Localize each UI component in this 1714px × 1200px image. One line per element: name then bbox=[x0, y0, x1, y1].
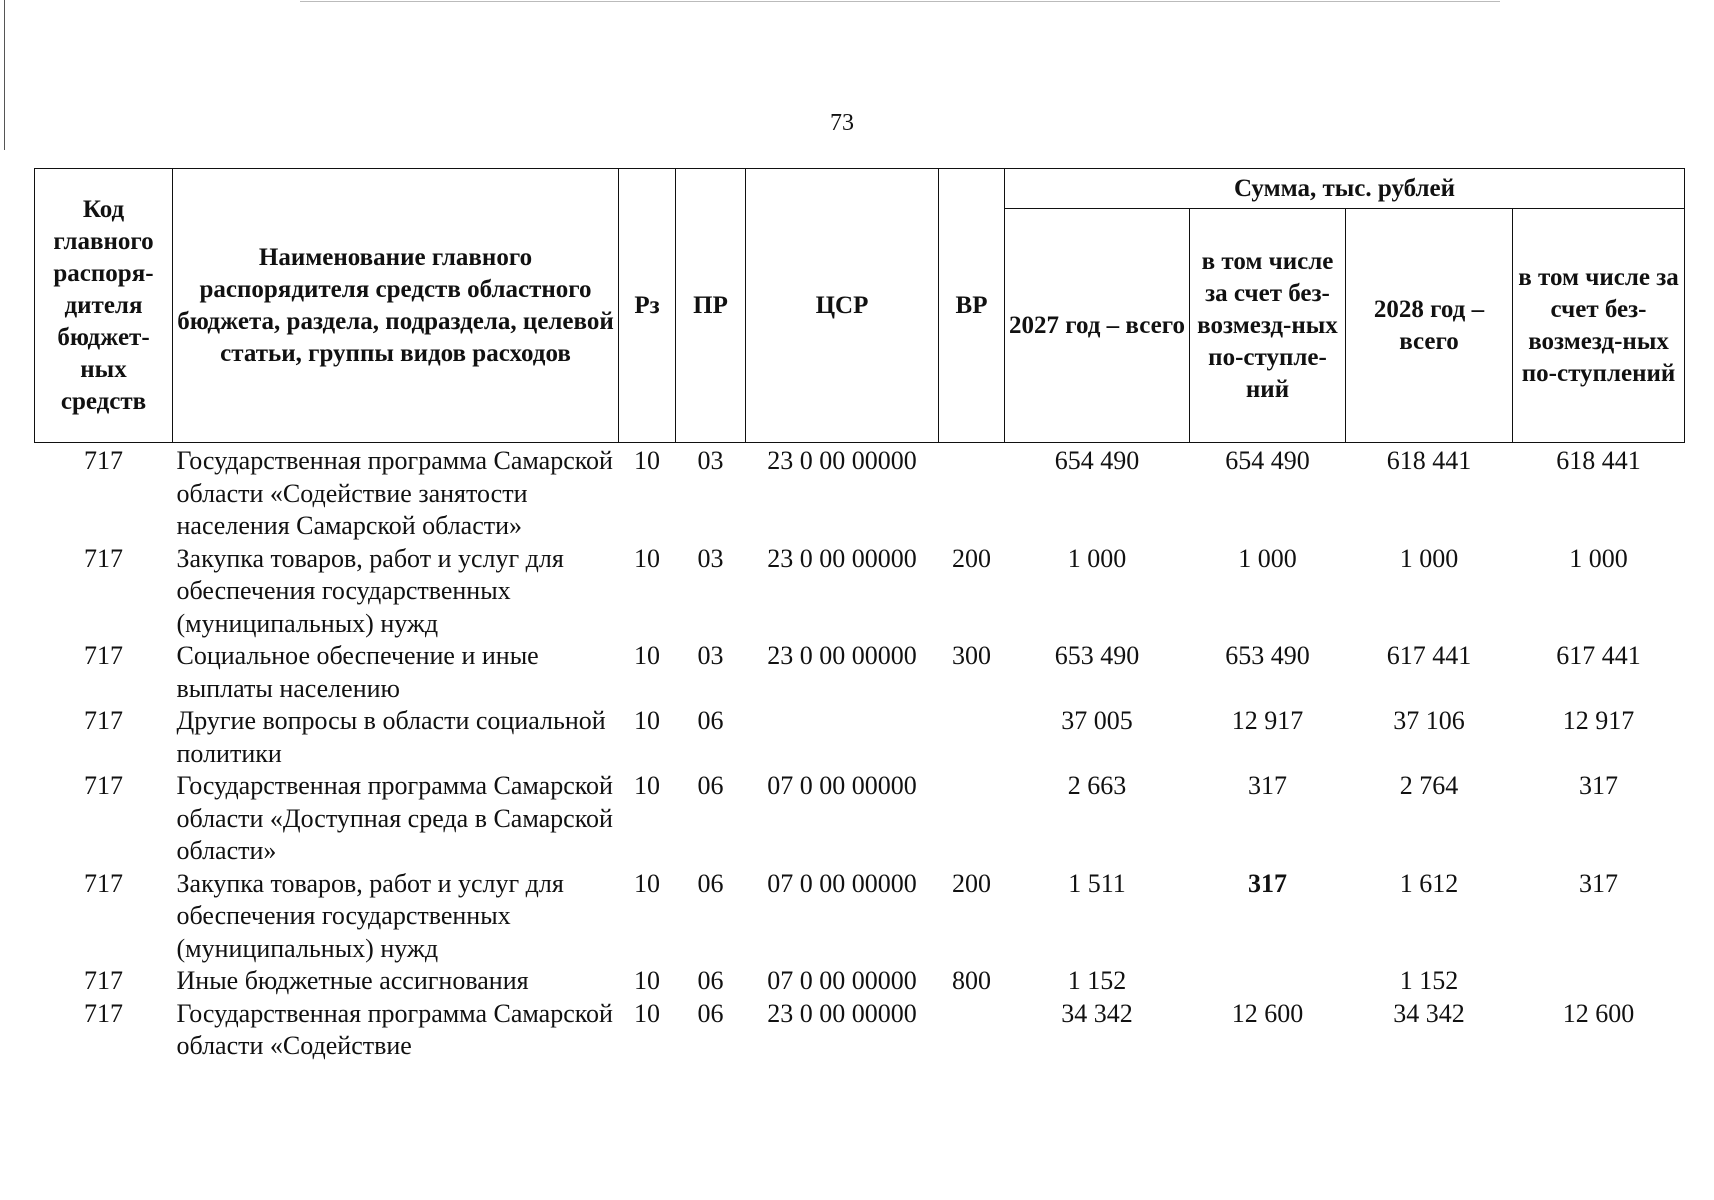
cell-csr: 23 0 00 00000 bbox=[767, 446, 917, 475]
cell-vr bbox=[939, 998, 1005, 1063]
table-row bbox=[35, 998, 1685, 1063]
cell-2028-total: 2 764 bbox=[1399, 771, 1459, 800]
header-2028-total: 2028 год – всего bbox=[1346, 209, 1513, 443]
cell-2028-free: 618 441 bbox=[1556, 446, 1641, 475]
budget-table bbox=[34, 168, 1685, 1063]
cell-vr: 300 bbox=[952, 641, 991, 670]
cell-csr: 23 0 00 00000 bbox=[767, 641, 917, 670]
cell-2027-total: 37 005 bbox=[1061, 706, 1133, 735]
cell-code: 717 bbox=[84, 641, 123, 670]
cell-vr bbox=[939, 770, 1005, 868]
cell-rz: 10 bbox=[634, 771, 660, 800]
cell-2028-total: 34 342 bbox=[1393, 998, 1465, 1028]
cell-vr: 200 bbox=[952, 543, 991, 573]
header-2028-free: в том числе за счет без-возмезд-ных по-ступлений bbox=[1513, 209, 1685, 443]
cell-2027-free: 653 490 bbox=[1225, 641, 1310, 670]
cell-2028-total: 617 441 bbox=[1386, 641, 1472, 670]
cell-2028-total: 37 106 bbox=[1393, 706, 1465, 735]
cell-csr: 23 0 00 00000 bbox=[767, 998, 917, 1028]
table-row bbox=[35, 543, 1685, 641]
cell-2027-free bbox=[1190, 965, 1346, 998]
cell-2027-free: 317 bbox=[1248, 771, 1287, 800]
cell-vr: 200 bbox=[952, 868, 991, 898]
cell-name: Иные бюджетные ассигнования bbox=[176, 966, 529, 995]
table-row bbox=[35, 965, 1685, 998]
cell-name: Закупка товаров, работ и услуг для обеспечения государственных (муниципальных) нужд bbox=[176, 868, 564, 963]
cell-2028-total: 618 441 bbox=[1386, 446, 1472, 475]
cell-2027-total: 1 511 bbox=[1068, 868, 1126, 898]
cell-2027-free: 317 bbox=[1248, 868, 1287, 898]
cell-pr: 03 bbox=[697, 446, 724, 475]
cell-pr: 03 bbox=[697, 543, 724, 573]
cell-rz: 10 bbox=[634, 998, 660, 1028]
header-rz: Рз bbox=[619, 169, 676, 443]
cell-csr: 07 0 00 00000 bbox=[767, 771, 917, 800]
cell-rz: 10 bbox=[634, 868, 660, 898]
cell-name: Закупка товаров, работ и услуг для обеспечения государственных (муниципальных) нужд bbox=[176, 543, 564, 638]
cell-pr: 03 bbox=[697, 641, 724, 670]
cell-name: Государственная программа Самарской области «Доступная среда в Самарской области» bbox=[176, 771, 613, 865]
cell-csr: 07 0 00 00000 bbox=[767, 966, 917, 995]
cell-code: 717 bbox=[84, 868, 123, 898]
cell-rz: 10 bbox=[634, 966, 660, 995]
header-2027-free: в том числе за счет без-возмезд-ных по-ступле-ний bbox=[1190, 209, 1346, 443]
cell-2027-total: 2 663 bbox=[1067, 771, 1127, 800]
cell-csr: 23 0 00 00000 bbox=[767, 543, 917, 573]
header-sum: Сумма, тыс. рублей bbox=[1005, 169, 1685, 209]
table-body bbox=[35, 443, 1685, 1063]
cell-2027-total: 1 152 bbox=[1067, 966, 1127, 995]
table-row bbox=[35, 705, 1685, 770]
cell-pr: 06 bbox=[697, 771, 724, 800]
cell-code: 717 bbox=[84, 998, 123, 1028]
cell-rz: 10 bbox=[634, 446, 660, 475]
cell-2027-total: 653 490 bbox=[1054, 641, 1140, 670]
cell-rz: 10 bbox=[634, 641, 660, 670]
cell-2028-free: 317 bbox=[1579, 868, 1619, 898]
cell-vr bbox=[939, 443, 1005, 543]
cell-code: 717 bbox=[84, 706, 123, 735]
cell-vr bbox=[939, 705, 1005, 770]
cell-code: 717 bbox=[84, 446, 123, 475]
header-name: Наименование главного распорядителя средств областного бюджета, раздела, подраздела, целевой статьи, группы видов расходов bbox=[173, 169, 619, 443]
cell-name: Другие вопросы в области социальной политики bbox=[176, 706, 606, 768]
cell-2028-free: 617 441 bbox=[1556, 641, 1641, 670]
cell-pr: 06 bbox=[697, 868, 724, 898]
cell-2027-total: 1 000 bbox=[1067, 543, 1127, 573]
table-row bbox=[35, 868, 1685, 966]
header-pr: ПР bbox=[676, 169, 746, 443]
cell-name: Государственная программа Самарской области «Содействие bbox=[176, 998, 613, 1060]
cell-pr: 06 bbox=[697, 966, 724, 995]
table-row bbox=[35, 770, 1685, 868]
cell-2027-free: 654 490 bbox=[1225, 446, 1310, 475]
table-row bbox=[35, 640, 1685, 705]
cell-2027-free: 12 917 bbox=[1231, 706, 1304, 735]
cell-csr: 07 0 00 00000 bbox=[767, 868, 917, 898]
cell-rz: 10 bbox=[634, 543, 660, 573]
header-2027-total: 2027 год – всего bbox=[1005, 209, 1190, 443]
cell-rz: 10 bbox=[634, 706, 660, 735]
cell-code: 717 bbox=[84, 771, 123, 800]
cell-2027-free: 12 600 bbox=[1231, 998, 1304, 1028]
cell-2028-total: 1 000 bbox=[1399, 543, 1459, 573]
cell-2028-free: 12 600 bbox=[1562, 998, 1635, 1028]
cell-2028-free: 317 bbox=[1579, 771, 1619, 800]
cell-code: 717 bbox=[84, 543, 123, 573]
scan-edge-top bbox=[300, 1, 1500, 2]
table-header bbox=[35, 169, 1685, 443]
header-vr: ВР bbox=[939, 169, 1005, 443]
cell-2028-free bbox=[1513, 965, 1685, 998]
cell-2027-total: 34 342 bbox=[1061, 998, 1133, 1028]
cell-2028-total: 1 612 bbox=[1399, 868, 1459, 898]
cell-name: Государственная программа Самарской области «Содействие занятости населения Самарской области» bbox=[176, 446, 613, 540]
cell-2028-free: 12 917 bbox=[1562, 706, 1635, 735]
table-row bbox=[35, 443, 1685, 543]
header-csr: ЦСР bbox=[746, 169, 939, 443]
cell-name: Социальное обеспечение и иные выплаты населению bbox=[176, 641, 539, 703]
page-number: 73 bbox=[830, 110, 854, 136]
cell-pr: 06 bbox=[697, 706, 724, 735]
cell-csr bbox=[746, 705, 939, 770]
cell-2027-free: 1 000 bbox=[1238, 543, 1297, 573]
cell-vr: 800 bbox=[952, 966, 991, 995]
cell-code: 717 bbox=[84, 966, 123, 995]
cell-2028-free: 1 000 bbox=[1569, 543, 1628, 573]
cell-2027-total: 654 490 bbox=[1054, 446, 1140, 475]
header-code: Код главного распоря-дителя бюджет-ных средств bbox=[35, 169, 173, 443]
cell-2028-total: 1 152 bbox=[1399, 966, 1459, 995]
cell-pr: 06 bbox=[697, 998, 724, 1028]
